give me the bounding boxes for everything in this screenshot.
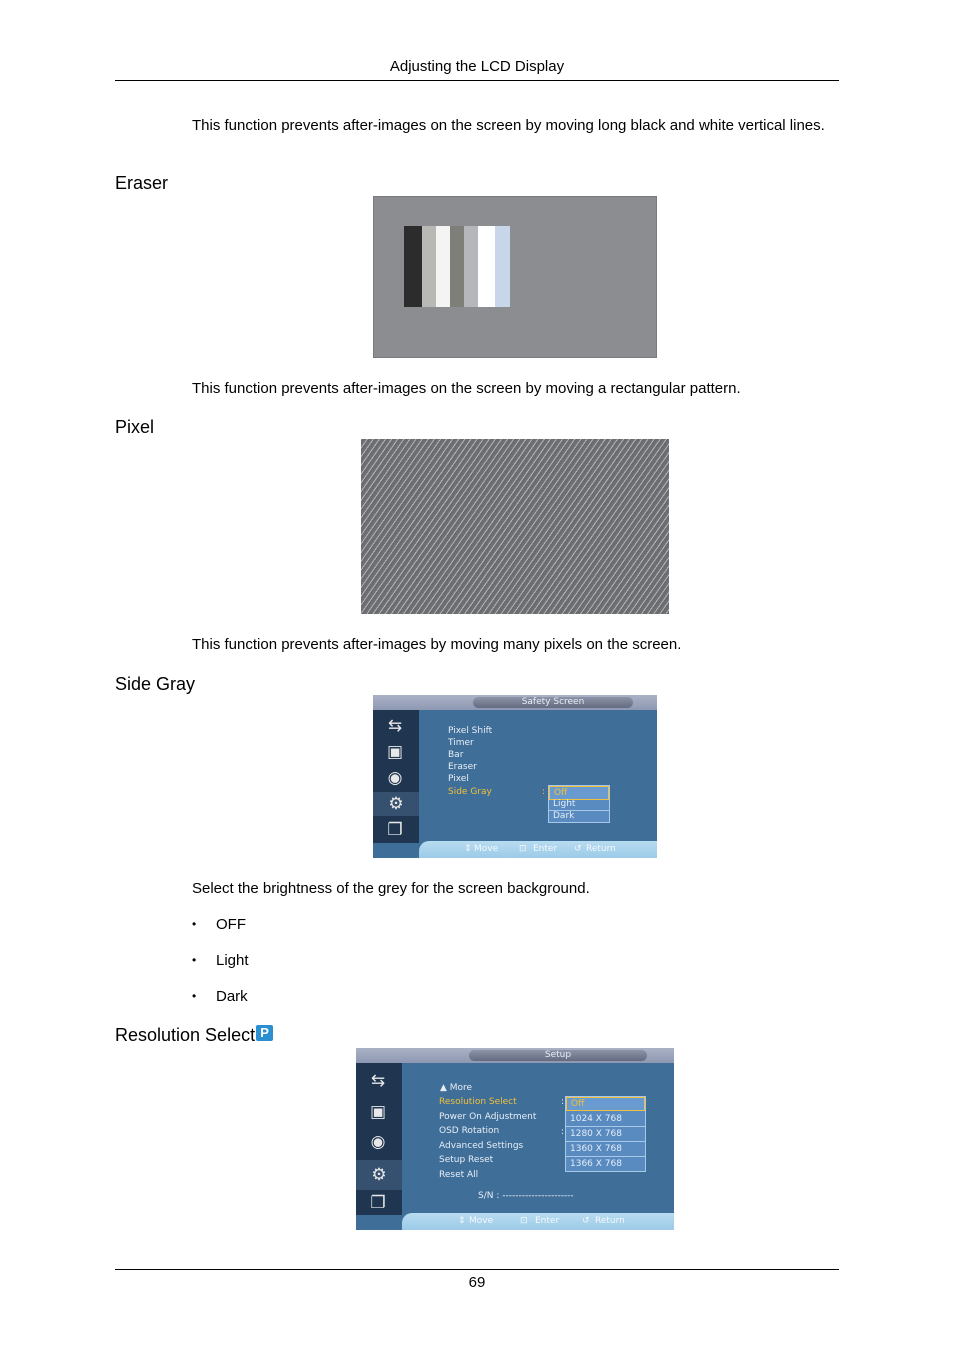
input-icon[interactable]: ⇆ bbox=[370, 1071, 386, 1091]
osd-separator: : bbox=[561, 1097, 565, 1107]
osd-item-pixel[interactable]: Pixel bbox=[448, 774, 469, 784]
picture-icon[interactable]: ▣ bbox=[369, 1102, 387, 1122]
osd-item-advanced-settings[interactable]: Advanced Settings bbox=[439, 1141, 524, 1151]
footer-return: Return bbox=[595, 1216, 625, 1226]
header-title: Adjusting the LCD Display bbox=[389, 58, 565, 75]
osd-item-power-on-adjustment[interactable]: Power On Adjustment bbox=[439, 1112, 537, 1122]
eraser-bar bbox=[478, 226, 495, 307]
osd-item-eraser[interactable]: Eraser bbox=[448, 762, 477, 772]
option-off[interactable]: Off bbox=[566, 1097, 645, 1111]
pixel-pattern-image bbox=[361, 439, 669, 614]
multi-control-icon[interactable]: ❐ bbox=[370, 1193, 386, 1213]
osd-sidebar bbox=[356, 1063, 402, 1215]
footer-move: Move bbox=[469, 1216, 494, 1226]
resolution-options bbox=[565, 1096, 646, 1172]
sound-icon[interactable]: ◉ bbox=[387, 768, 403, 788]
eraser-bar bbox=[464, 226, 478, 307]
bullet-text: OFF bbox=[216, 916, 246, 933]
eraser-bar bbox=[404, 226, 422, 307]
osd-item-setup-reset[interactable]: Setup Reset bbox=[439, 1155, 494, 1165]
osd-item-pixel-shift[interactable]: Pixel Shift bbox=[448, 726, 493, 736]
osd-more[interactable]: ▲ More bbox=[440, 1083, 473, 1093]
setup-osd bbox=[356, 1048, 674, 1230]
option-light[interactable]: Light bbox=[549, 798, 609, 811]
osd-title: Setup bbox=[469, 1050, 647, 1061]
option-1360x768[interactable]: 1360 X 768 bbox=[566, 1142, 645, 1157]
osd-footer bbox=[419, 841, 657, 858]
osd-separator: : bbox=[542, 787, 546, 797]
eraser-bar bbox=[495, 226, 510, 307]
footer-enter: Enter bbox=[535, 1216, 560, 1226]
return-icon: ↺ bbox=[574, 844, 582, 854]
page-number: 69 bbox=[468, 1274, 486, 1291]
return-icon: ↺ bbox=[582, 1216, 590, 1226]
eraser-description: This function prevents after-images on the screen by moving a rectangular pattern. bbox=[192, 380, 741, 397]
footer-rule bbox=[115, 1269, 839, 1270]
input-icon[interactable]: ⇆ bbox=[387, 716, 403, 736]
enter-icon: ⊡ bbox=[520, 1216, 528, 1226]
setup-icon[interactable]: ⚙ bbox=[373, 792, 419, 816]
resolution-select-heading-text: Resolution Select bbox=[115, 1025, 256, 1045]
bullet-icon: • bbox=[192, 989, 197, 1003]
bullet-icon: • bbox=[192, 953, 197, 967]
resolution-select-heading bbox=[115, 1025, 273, 1046]
osd-separator: : bbox=[561, 1127, 565, 1137]
osd-item-side-gray[interactable]: Side Gray bbox=[448, 787, 492, 797]
osd-item-bar[interactable]: Bar bbox=[448, 750, 464, 760]
footer-move: Move bbox=[474, 844, 499, 854]
osd-sidebar bbox=[373, 710, 419, 843]
sound-icon[interactable]: ◉ bbox=[370, 1132, 386, 1152]
side-gray-heading: Side Gray bbox=[115, 674, 196, 694]
osd-item-resolution-select[interactable]: Resolution Select bbox=[439, 1097, 517, 1107]
footer-enter: Enter bbox=[533, 844, 558, 854]
eraser-heading: Eraser bbox=[115, 173, 169, 193]
eraser-bar bbox=[450, 226, 464, 307]
picture-icon[interactable]: ▣ bbox=[386, 742, 404, 762]
bullet-text: Dark bbox=[216, 988, 248, 1005]
bullet-item bbox=[192, 988, 248, 1005]
osd-title-bar bbox=[373, 695, 657, 710]
side-gray-options bbox=[548, 785, 610, 823]
osd-footer bbox=[402, 1213, 674, 1230]
footer-return: Return bbox=[586, 844, 616, 854]
osd-item-osd-rotation[interactable]: OSD Rotation bbox=[439, 1126, 500, 1136]
enter-icon: ⊡ bbox=[519, 844, 527, 854]
osd-item-timer[interactable]: Timer bbox=[448, 738, 474, 748]
osd-title: Safety Screen bbox=[473, 697, 633, 708]
bullet-icon: • bbox=[192, 917, 197, 931]
option-1024x768[interactable]: 1024 X 768 bbox=[566, 1112, 645, 1127]
pixel-heading: Pixel bbox=[115, 417, 155, 437]
option-off[interactable]: Off bbox=[549, 786, 609, 800]
setup-icon[interactable]: ⚙ bbox=[356, 1160, 402, 1190]
eraser-pattern-image bbox=[373, 196, 657, 358]
bullet-text: Light bbox=[216, 952, 249, 969]
move-icon: ⇕ bbox=[464, 844, 472, 854]
eraser-bar bbox=[422, 226, 436, 307]
option-1280x768[interactable]: 1280 X 768 bbox=[566, 1127, 645, 1142]
osd-title-bar bbox=[356, 1048, 674, 1063]
side-gray-description: Select the brightness of the grey for the screen background. bbox=[192, 880, 590, 897]
safety-screen-osd bbox=[373, 695, 657, 858]
option-dark[interactable]: Dark bbox=[553, 811, 575, 821]
move-icon: ⇕ bbox=[458, 1216, 466, 1226]
bullet-item bbox=[192, 952, 249, 969]
option-1366x768[interactable]: 1366 X 768 bbox=[570, 1159, 622, 1169]
intro-paragraph: This function prevents after-images on the screen by moving long black and white vertical lines. bbox=[192, 117, 825, 134]
pc-mode-icon: P bbox=[256, 1025, 273, 1041]
serial-number: S/N : ---------------------- bbox=[478, 1191, 574, 1201]
pixel-description: This function prevents after-images by moving many pixels on the screen. bbox=[192, 636, 682, 653]
osd-item-reset-all[interactable]: Reset All bbox=[439, 1170, 479, 1180]
bullet-item bbox=[192, 916, 246, 933]
header-rule bbox=[115, 80, 839, 81]
eraser-bar bbox=[436, 226, 450, 307]
multi-control-icon[interactable]: ❐ bbox=[387, 820, 403, 840]
